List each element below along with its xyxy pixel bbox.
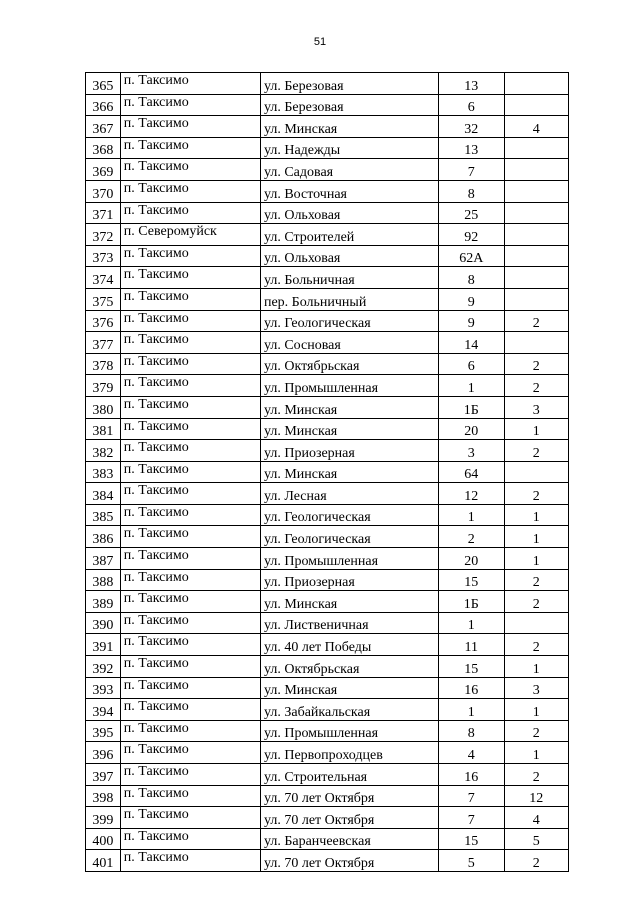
settlement-cell: п. Таксимо	[120, 807, 260, 829]
settlement-cell: п. Таксимо	[120, 742, 260, 764]
table-row	[86, 332, 569, 354]
settlement-cell: п. Таксимо	[120, 677, 260, 699]
apartment-cell: 1	[504, 742, 569, 764]
street-cell: ул. Промышленная	[260, 375, 438, 397]
house-number-cell: 3	[439, 440, 504, 462]
row-number-cell: 393	[86, 677, 121, 699]
row-number-cell: 396	[86, 742, 121, 764]
row-number-cell: 375	[86, 288, 121, 310]
row-number-cell: 386	[86, 526, 121, 548]
table-row	[86, 591, 569, 613]
row-number-cell: 401	[86, 850, 121, 872]
row-number-cell: 399	[86, 807, 121, 829]
apartment-cell: 2	[504, 569, 569, 591]
settlement-cell: п. Таксимо	[120, 116, 260, 138]
apartment-cell	[504, 267, 569, 289]
table-row	[86, 202, 569, 224]
row-number-cell: 383	[86, 461, 121, 483]
row-number-cell: 397	[86, 764, 121, 786]
apartment-cell: 2	[504, 353, 569, 375]
settlement-cell: п. Таксимо	[120, 440, 260, 462]
street-cell: ул. Ольховая	[260, 202, 438, 224]
house-number-cell: 62А	[439, 245, 504, 267]
table-row	[86, 418, 569, 440]
house-number-cell: 4	[439, 742, 504, 764]
street-cell: ул. Лиственичная	[260, 612, 438, 634]
apartment-cell: 5	[504, 828, 569, 850]
apartment-cell: 3	[504, 677, 569, 699]
row-number-cell: 387	[86, 548, 121, 570]
house-number-cell: 15	[439, 828, 504, 850]
row-number-cell: 376	[86, 310, 121, 332]
row-number-cell: 394	[86, 699, 121, 721]
street-cell: ул. Минская	[260, 591, 438, 613]
apartment-cell	[504, 245, 569, 267]
street-cell: ул. Больничная	[260, 267, 438, 289]
table-row	[86, 440, 569, 462]
apartment-cell: 4	[504, 807, 569, 829]
house-number-cell: 1	[439, 504, 504, 526]
table-row	[86, 375, 569, 397]
house-number-cell: 2	[439, 526, 504, 548]
street-cell: ул. Минская	[260, 461, 438, 483]
apartment-cell	[504, 224, 569, 246]
settlement-cell: п. Таксимо	[120, 288, 260, 310]
settlement-cell: п. Таксимо	[120, 245, 260, 267]
table-row	[86, 353, 569, 375]
row-number-cell: 369	[86, 159, 121, 181]
apartment-cell	[504, 332, 569, 354]
table-row	[86, 656, 569, 678]
house-number-cell: 11	[439, 634, 504, 656]
settlement-cell: п. Таксимо	[120, 180, 260, 202]
table-row	[86, 634, 569, 656]
house-number-cell: 8	[439, 267, 504, 289]
house-number-cell: 7	[439, 159, 504, 181]
table-row	[86, 850, 569, 872]
row-number-cell: 373	[86, 245, 121, 267]
settlement-cell: п. Таксимо	[120, 785, 260, 807]
street-cell: ул. Березовая	[260, 73, 438, 95]
house-number-cell: 20	[439, 548, 504, 570]
row-number-cell: 370	[86, 180, 121, 202]
table-row	[86, 461, 569, 483]
table-row	[86, 742, 569, 764]
row-number-cell: 389	[86, 591, 121, 613]
street-cell: ул. Промышленная	[260, 720, 438, 742]
street-cell: ул. Строительная	[260, 764, 438, 786]
street-cell: ул. Надежды	[260, 137, 438, 159]
settlement-cell: п. Таксимо	[120, 850, 260, 872]
house-number-cell: 32	[439, 116, 504, 138]
house-number-cell: 15	[439, 569, 504, 591]
apartment-cell	[504, 159, 569, 181]
house-number-cell: 16	[439, 677, 504, 699]
house-number-cell: 14	[439, 332, 504, 354]
settlement-cell: п. Таксимо	[120, 548, 260, 570]
settlement-cell: п. Таксимо	[120, 94, 260, 116]
row-number-cell: 366	[86, 94, 121, 116]
street-cell: ул. Приозерная	[260, 440, 438, 462]
apartment-cell: 1	[504, 418, 569, 440]
street-cell: ул. Приозерная	[260, 569, 438, 591]
street-cell: ул. Восточная	[260, 180, 438, 202]
row-number-cell: 367	[86, 116, 121, 138]
table-row	[86, 785, 569, 807]
apartment-cell: 1	[504, 526, 569, 548]
settlement-cell: п. Таксимо	[120, 569, 260, 591]
apartment-cell: 12	[504, 785, 569, 807]
address-table-body	[86, 73, 569, 872]
house-number-cell: 13	[439, 137, 504, 159]
row-number-cell: 381	[86, 418, 121, 440]
row-number-cell: 385	[86, 504, 121, 526]
settlement-cell: п. Таксимо	[120, 353, 260, 375]
row-number-cell: 391	[86, 634, 121, 656]
settlement-cell: п. Таксимо	[120, 612, 260, 634]
apartment-cell	[504, 137, 569, 159]
street-cell: ул. 40 лет Победы	[260, 634, 438, 656]
apartment-cell	[504, 612, 569, 634]
street-cell: ул. Октябрьская	[260, 656, 438, 678]
table-row	[86, 699, 569, 721]
row-number-cell: 380	[86, 396, 121, 418]
row-number-cell: 372	[86, 224, 121, 246]
row-number-cell: 365	[86, 73, 121, 95]
row-number-cell: 379	[86, 375, 121, 397]
house-number-cell: 5	[439, 850, 504, 872]
apartment-cell: 1	[504, 504, 569, 526]
settlement-cell: п. Таксимо	[120, 828, 260, 850]
row-number-cell: 400	[86, 828, 121, 850]
settlement-cell: п. Таксимо	[120, 332, 260, 354]
street-cell: ул. Забайкальская	[260, 699, 438, 721]
settlement-cell: п. Таксимо	[120, 137, 260, 159]
table-row	[86, 137, 569, 159]
apartment-cell: 2	[504, 375, 569, 397]
table-row	[86, 396, 569, 418]
table-row	[86, 224, 569, 246]
settlement-cell: п. Таксимо	[120, 73, 260, 95]
settlement-cell: п. Северомуйск	[120, 224, 260, 246]
table-row	[86, 569, 569, 591]
row-number-cell: 392	[86, 656, 121, 678]
settlement-cell: п. Таксимо	[120, 720, 260, 742]
house-number-cell: 9	[439, 288, 504, 310]
street-cell: ул. Минская	[260, 396, 438, 418]
row-number-cell: 368	[86, 137, 121, 159]
table-row	[86, 73, 569, 95]
row-number-cell: 371	[86, 202, 121, 224]
house-number-cell: 6	[439, 353, 504, 375]
settlement-cell: п. Таксимо	[120, 656, 260, 678]
table-row	[86, 310, 569, 332]
apartment-cell	[504, 94, 569, 116]
row-number-cell: 390	[86, 612, 121, 634]
settlement-cell: п. Таксимо	[120, 483, 260, 505]
house-number-cell: 25	[439, 202, 504, 224]
settlement-cell: п. Таксимо	[120, 634, 260, 656]
house-number-cell: 1	[439, 375, 504, 397]
house-number-cell: 15	[439, 656, 504, 678]
house-number-cell: 12	[439, 483, 504, 505]
apartment-cell: 1	[504, 699, 569, 721]
apartment-cell	[504, 288, 569, 310]
settlement-cell: п. Таксимо	[120, 267, 260, 289]
table-row	[86, 245, 569, 267]
apartment-cell: 2	[504, 310, 569, 332]
apartment-cell	[504, 202, 569, 224]
apartment-cell: 2	[504, 591, 569, 613]
table-row	[86, 267, 569, 289]
table-row	[86, 116, 569, 138]
settlement-cell: п. Таксимо	[120, 504, 260, 526]
street-cell: ул. Минская	[260, 116, 438, 138]
settlement-cell: п. Таксимо	[120, 375, 260, 397]
house-number-cell: 1	[439, 699, 504, 721]
house-number-cell: 6	[439, 94, 504, 116]
house-number-cell: 1Б	[439, 591, 504, 613]
settlement-cell: п. Таксимо	[120, 202, 260, 224]
house-number-cell: 64	[439, 461, 504, 483]
street-cell: ул. Геологическая	[260, 504, 438, 526]
house-number-cell: 1Б	[439, 396, 504, 418]
apartment-cell: 2	[504, 850, 569, 872]
page-number: 51	[313, 36, 327, 48]
table-row	[86, 504, 569, 526]
settlement-cell: п. Таксимо	[120, 159, 260, 181]
apartment-cell	[504, 73, 569, 95]
settlement-cell: п. Таксимо	[120, 699, 260, 721]
table-row	[86, 159, 569, 181]
house-number-cell: 20	[439, 418, 504, 440]
street-cell: ул. Сосновая	[260, 332, 438, 354]
row-number-cell: 384	[86, 483, 121, 505]
apartment-cell	[504, 180, 569, 202]
settlement-cell: п. Таксимо	[120, 418, 260, 440]
settlement-cell: п. Таксимо	[120, 526, 260, 548]
settlement-cell: п. Таксимо	[120, 764, 260, 786]
settlement-cell: п. Таксимо	[120, 461, 260, 483]
house-number-cell: 1	[439, 612, 504, 634]
street-cell: ул. Березовая	[260, 94, 438, 116]
house-number-cell: 8	[439, 180, 504, 202]
street-cell: ул. Лесная	[260, 483, 438, 505]
street-cell: ул. 70 лет Октября	[260, 807, 438, 829]
table-row	[86, 548, 569, 570]
street-cell: ул. Строителей	[260, 224, 438, 246]
table-row	[86, 677, 569, 699]
street-cell: ул. 70 лет Октября	[260, 850, 438, 872]
street-cell: ул. 70 лет Октября	[260, 785, 438, 807]
row-number-cell: 395	[86, 720, 121, 742]
table-row	[86, 94, 569, 116]
street-cell: ул. Геологическая	[260, 526, 438, 548]
apartment-cell: 2	[504, 720, 569, 742]
house-number-cell: 8	[439, 720, 504, 742]
table-row	[86, 612, 569, 634]
apartment-cell: 2	[504, 440, 569, 462]
apartment-cell: 2	[504, 764, 569, 786]
apartment-cell: 2	[504, 634, 569, 656]
street-cell: ул. Баранчеевская	[260, 828, 438, 850]
row-number-cell: 382	[86, 440, 121, 462]
address-table	[85, 72, 569, 872]
table-row	[86, 526, 569, 548]
table-row	[86, 483, 569, 505]
house-number-cell: 7	[439, 807, 504, 829]
table-row	[86, 807, 569, 829]
house-number-cell: 92	[439, 224, 504, 246]
row-number-cell: 378	[86, 353, 121, 375]
table-row	[86, 180, 569, 202]
settlement-cell: п. Таксимо	[120, 591, 260, 613]
street-cell: ул. Минская	[260, 418, 438, 440]
house-number-cell: 13	[439, 73, 504, 95]
street-cell: ул. Первопроходцев	[260, 742, 438, 764]
apartment-cell: 2	[504, 483, 569, 505]
street-cell: ул. Октябрьская	[260, 353, 438, 375]
street-cell: ул. Садовая	[260, 159, 438, 181]
apartment-cell: 4	[504, 116, 569, 138]
row-number-cell: 388	[86, 569, 121, 591]
street-cell: пер. Больничный	[260, 288, 438, 310]
street-cell: ул. Ольховая	[260, 245, 438, 267]
table-row	[86, 288, 569, 310]
settlement-cell: п. Таксимо	[120, 310, 260, 332]
table-row	[86, 828, 569, 850]
settlement-cell: п. Таксимо	[120, 396, 260, 418]
apartment-cell	[504, 461, 569, 483]
street-cell: ул. Геологическая	[260, 310, 438, 332]
row-number-cell: 377	[86, 332, 121, 354]
table-row	[86, 764, 569, 786]
house-number-cell: 16	[439, 764, 504, 786]
apartment-cell: 1	[504, 656, 569, 678]
apartment-cell: 3	[504, 396, 569, 418]
apartment-cell: 1	[504, 548, 569, 570]
table-row	[86, 720, 569, 742]
house-number-cell: 7	[439, 785, 504, 807]
row-number-cell: 398	[86, 785, 121, 807]
row-number-cell: 374	[86, 267, 121, 289]
house-number-cell: 9	[439, 310, 504, 332]
street-cell: ул. Промышленная	[260, 548, 438, 570]
street-cell: ул. Минская	[260, 677, 438, 699]
